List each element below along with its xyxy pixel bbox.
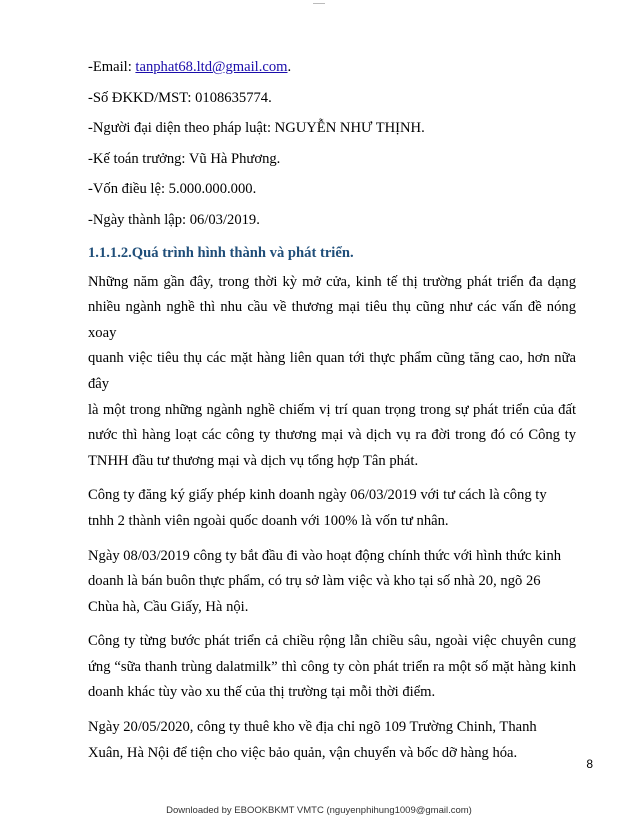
paragraph-line: TNHH đầu tư thương mại và dịch vụ tổng hợp Tân phát. [88,452,419,469]
paragraph-line: doanh là bán buôn thực phẩm, có trụ sở làm việc và kho tại số nhà 20, ngõ 26 [88,573,541,590]
paragraph-line: Ngày 08/03/2019 công ty bắt đầu đi vào hoạt động chính thức với hình thức kinh [88,547,562,564]
paragraph-line: ứng “sữa thanh trùng dalatmilk” thì công ty còn phát triển ra một số mặt hàng kinh [88,658,576,675]
paragraph-line: Công ty từng bước phát triển cả chiều rộng lẫn chiều sâu, ngoài việc chuyên cung [88,633,576,650]
charter-capital-line: -Vốn điều lệ: 5.000.000.000. [88,181,257,198]
paragraph [88,483,576,534]
paragraph-line: Những năm gần đây, trong thời kỳ mở cửa, kinh tế thị trường phát triển đa dạng [88,273,576,290]
paragraph-line: nhiều ngành nghề thì nhu cầu về thương mại tiêu thụ cũng như các vấn đề nóng xoay [88,299,576,341]
page-content [88,58,576,775]
paragraph-line: quanh việc tiêu thụ các mặt hàng liên quan tới thực phẩm cũng tăng cao, hơn nữa đây [88,350,576,392]
chief-accountant-line: -Kế toán trưởng: Vũ Hà Phương. [88,150,281,167]
paragraph [88,544,576,621]
paragraph-line: nước thì hàng loạt các công ty thương mại và dịch vụ ra đời trong đó có Công ty [88,427,576,444]
paragraph [88,629,576,706]
download-footer: Downloaded by EBOOKBKMT VMTC (nguyenphihung1009@gmail.com) [166,805,472,816]
email-line [88,58,576,76]
founding-date-line: -Ngày thành lập: 06/03/2019. [88,211,260,228]
paragraph [88,270,576,475]
section-heading: 1.1.1.2.Quá trình hình thành và phát triển. [88,244,354,261]
paragraph-line: doanh khác tùy vào xu thế của thị trường tại mỗi thời điểm. [88,684,436,701]
header-mark [313,3,325,4]
paragraph-line: tnhh 2 thành viên ngoài quốc doanh với 100% là vốn tư nhân. [88,512,449,529]
tax-id-line: -Số ĐKKD/MST: 0108635774. [88,89,272,106]
paragraph-line: Công ty đăng ký giấy phép kinh doanh ngày 06/03/2019 với tư cách là công ty [88,487,547,504]
paragraph-line: là một trong những ngành nghề chiếm vị trí quan trọng trong sự phát triển của đất [88,401,576,418]
email-link[interactable]: tanphat68.ltd@gmail.com [135,59,288,75]
email-label: -Email: [88,59,136,75]
page-number: 8 [586,757,593,771]
paragraph [88,715,576,766]
paragraph-line: Xuân, Hà Nội để tiện cho việc bảo quản, vận chuyển và bốc dỡ hàng hóa. [88,744,518,761]
email-suffix: . [287,59,292,75]
legal-rep-line: -Người đại diện theo pháp luật: NGUYỄN NHƯ THỊNH. [88,120,425,137]
paragraph-line: Ngày 20/05/2020, công ty thuê kho về địa chỉ ngõ 109 Trường Chinh, Thanh [88,719,537,736]
paragraph-line: Chùa hà, Cầu Giấy, Hà nội. [88,598,249,615]
